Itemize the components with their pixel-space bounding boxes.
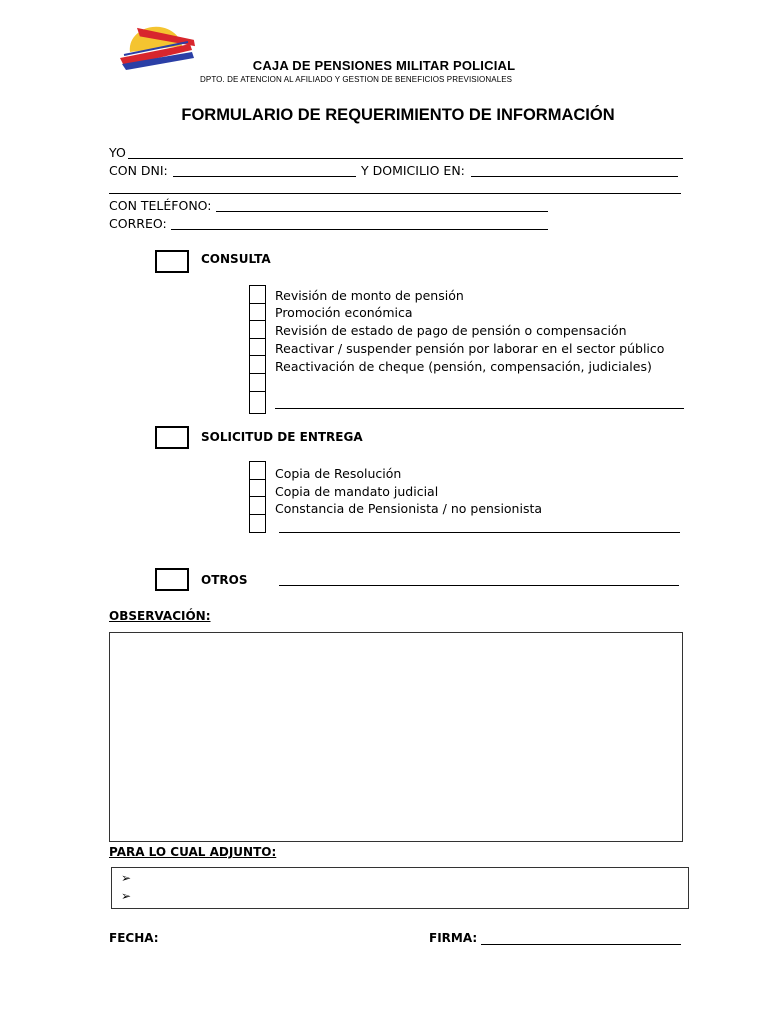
solicitud-options-checkboxes — [249, 461, 266, 533]
department-name: DPTO. DE ATENCION AL AFILIADO Y GESTION DE BENEFICIOS PREVISIONALES — [200, 75, 513, 84]
option-checkbox[interactable] — [250, 339, 265, 357]
otros-field[interactable] — [279, 585, 679, 586]
consulta-option-label: Reactivar / suspender pensión por laborar en el sector público — [275, 341, 665, 356]
option-checkbox[interactable] — [250, 480, 265, 498]
dni-field[interactable] — [173, 176, 356, 177]
domicilio-field[interactable] — [471, 176, 678, 177]
consulta-label: CONSULTA — [201, 252, 271, 266]
yo-label: YO — [109, 145, 126, 160]
consulta-options-checkboxes — [249, 285, 266, 414]
solicitud-option-label: Constancia de Pensionista / no pensionista — [275, 501, 543, 516]
option-checkbox[interactable] — [250, 286, 265, 304]
adjunto-label: PARA LO CUAL ADJUNTO: — [109, 845, 277, 859]
consulta-checkbox[interactable] — [155, 250, 189, 273]
observacion-textarea[interactable] — [109, 632, 683, 842]
telefono-label: CON TELÉFONO: — [109, 198, 212, 213]
correo-label: CORREO: — [109, 216, 167, 231]
form-title: FORMULARIO DE REQUERIMIENTO DE INFORMACIÓN — [181, 106, 615, 124]
option-checkbox[interactable] — [250, 374, 265, 392]
solicitud-checkbox[interactable] — [155, 426, 189, 449]
domicilio-label: Y DOMICILIO EN: — [361, 163, 465, 178]
consulta-option-label: Revisión de monto de pensión — [275, 288, 464, 303]
arrow-bullet-icon: ➢ — [121, 871, 132, 885]
option-checkbox[interactable] — [250, 497, 265, 515]
consulta-option-label: Reactivación de cheque (pensión, compensación, judiciales) — [275, 359, 652, 374]
organization-name: CAJA DE PENSIONES MILITAR POLICIAL — [252, 58, 516, 73]
option-checkbox[interactable] — [250, 515, 265, 533]
firma-field[interactable] — [481, 944, 681, 945]
dni-label: CON DNI: — [109, 163, 168, 178]
option-checkbox[interactable] — [250, 321, 265, 339]
telefono-field[interactable] — [216, 211, 548, 212]
solicitud-other-field[interactable] — [279, 532, 680, 533]
consulta-other-field[interactable] — [275, 408, 684, 409]
option-checkbox[interactable] — [250, 356, 265, 374]
solicitud-option-label: Copia de Resolución — [275, 466, 402, 481]
solicitud-label: SOLICITUD DE ENTREGA — [201, 430, 363, 444]
fecha-label: FECHA: — [109, 931, 159, 945]
observacion-label: OBSERVACIÓN: — [109, 609, 211, 623]
adjunto-box[interactable] — [111, 867, 689, 909]
solicitud-option-label: Copia de mandato judicial — [275, 484, 439, 499]
otros-label: OTROS — [201, 573, 248, 587]
yo-field[interactable] — [128, 158, 683, 159]
consulta-option-label: Revisión de estado de pago de pensión o compensación — [275, 323, 627, 338]
firma-label: FIRMA: — [429, 931, 478, 945]
arrow-bullet-icon: ➢ — [121, 889, 132, 903]
option-checkbox[interactable] — [250, 392, 265, 410]
option-checkbox[interactable] — [250, 304, 265, 322]
domicilio-field-continuation[interactable] — [109, 193, 681, 194]
otros-checkbox[interactable] — [155, 568, 189, 591]
option-checkbox[interactable] — [250, 462, 265, 480]
correo-field[interactable] — [171, 229, 548, 230]
consulta-option-label: Promoción económica — [275, 305, 413, 320]
